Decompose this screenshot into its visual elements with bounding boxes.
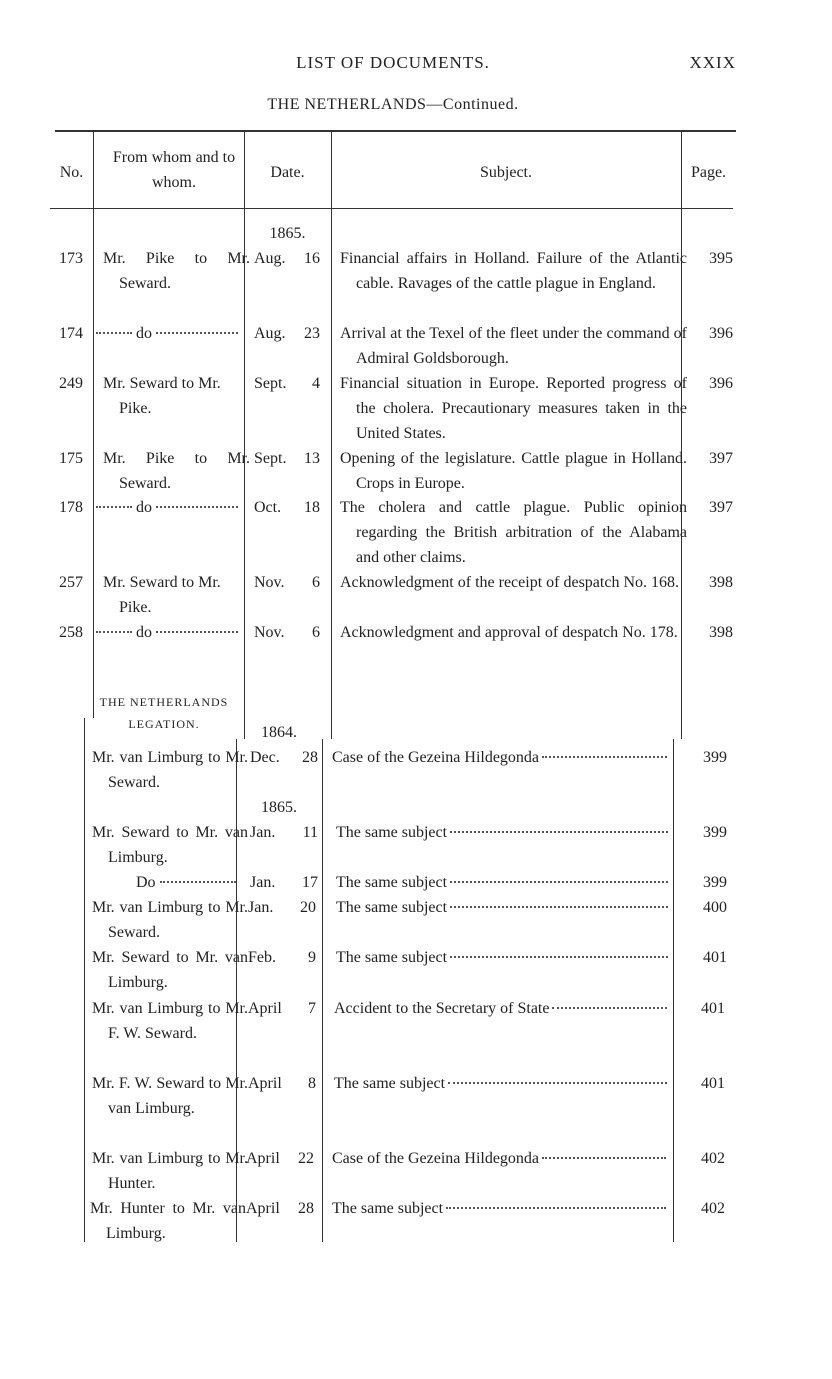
date-month: Nov. <box>254 624 285 641</box>
correspondent: Mr. van Limburg to Mr. F. W. Seward. <box>92 1000 248 1042</box>
column-divider <box>93 132 94 208</box>
legation-heading-line1: THE NETHERLANDS <box>99 695 229 709</box>
correspondent: Mr. Pike to Mr. Seward. <box>103 450 250 492</box>
document-date <box>248 1071 316 1096</box>
subject-text <box>332 745 670 770</box>
document-date <box>250 745 318 770</box>
page-reference: 396 <box>709 375 733 392</box>
subject-text <box>336 895 671 920</box>
page-reference: 397 <box>709 450 733 467</box>
subject-text <box>336 820 671 845</box>
date-month: Feb. <box>248 949 276 966</box>
leader-dots <box>450 956 668 958</box>
ditto-text: do <box>136 325 152 342</box>
document-date <box>254 495 320 520</box>
header-page: Page. <box>690 164 727 181</box>
leader-dots <box>96 332 132 334</box>
correspondent: Mr. Pike to Mr. Seward. <box>103 250 250 292</box>
leader-dots <box>552 1007 667 1009</box>
subject-label: The same subject <box>336 874 448 891</box>
subject-text <box>332 1196 669 1221</box>
document-date <box>254 371 320 396</box>
document-number: 258 <box>59 624 83 641</box>
header-from-to: From whom and to whom. <box>112 149 236 191</box>
date-month: April <box>246 1200 280 1217</box>
header-bottom-rule <box>50 208 733 209</box>
leader-dots <box>96 631 132 633</box>
leader-dots <box>450 831 668 833</box>
leader-dots <box>450 881 668 883</box>
page-reference: 402 <box>701 1150 725 1167</box>
subject-label: The same subject <box>334 1075 446 1092</box>
leader-dots <box>156 631 238 633</box>
subject-label: The same subject <box>336 949 448 966</box>
document-date <box>248 945 316 970</box>
subject-text <box>336 945 671 970</box>
year-label: 1865. <box>269 225 306 242</box>
date-day: 23 <box>304 325 320 342</box>
page-reference: 398 <box>709 624 733 641</box>
date-month: April <box>246 1150 280 1167</box>
subject-text: Acknowledgment and approval of despatch No. 178. <box>340 624 678 641</box>
leader-dots <box>448 1082 667 1084</box>
header-date: Date. <box>270 164 305 181</box>
subject-label: The same subject <box>336 899 448 916</box>
document-date <box>254 446 320 471</box>
subject-text: Acknowledgment of the receipt of despatch No. 168. <box>340 574 680 591</box>
date-month: Jan. <box>250 874 276 891</box>
ditto-text: do <box>136 624 152 641</box>
correspondent: Mr. van Limburg to Mr. Seward. <box>92 749 248 791</box>
header-subject: Subject. <box>480 164 532 181</box>
ditto-text: do <box>136 499 152 516</box>
date-month: Jan. <box>250 824 276 841</box>
correspondent <box>136 870 236 895</box>
leader-dots <box>542 1157 666 1159</box>
leader-dots <box>156 332 238 334</box>
page-reference: 399 <box>703 874 727 891</box>
correspondent: Mr. Hunter to Mr. van Limburg. <box>90 1200 246 1242</box>
page-reference: 401 <box>703 949 727 966</box>
leader-dots <box>156 506 238 508</box>
column-divider <box>322 739 323 1242</box>
date-day: 8 <box>308 1075 316 1092</box>
correspondent: Mr. Seward to Mr. Pike. <box>103 574 221 616</box>
subject-text <box>336 870 671 895</box>
subject-label: The same subject <box>336 824 448 841</box>
page-reference: 400 <box>703 899 727 916</box>
date-day: 9 <box>308 949 316 966</box>
document-date <box>250 820 318 845</box>
leader-dots <box>96 506 132 508</box>
leader-dots <box>450 906 668 908</box>
date-day: 16 <box>304 250 320 267</box>
correspondent: Mr. Seward to Mr. van Limburg. <box>92 949 248 991</box>
correspondent <box>96 495 238 520</box>
subject-label: Case of the Gezeina Hildegonda <box>332 1150 540 1167</box>
subject-text <box>332 1146 669 1171</box>
subject-text: Opening of the legislature. Cattle plague in Holland. Crops in Europe. <box>340 450 687 492</box>
header-no: No. <box>59 164 84 181</box>
document-number: 175 <box>59 450 83 467</box>
page-reference: 401 <box>701 1075 725 1092</box>
document-date <box>254 620 320 645</box>
document-number: 257 <box>59 574 83 591</box>
correspondent <box>96 321 238 346</box>
date-month: Sept. <box>254 450 287 467</box>
subject-text: The cholera and cattle plague. Public opinion regarding the British arbitration of the Alabama and other claims. <box>340 499 687 566</box>
page-reference: 399 <box>703 824 727 841</box>
running-title: LIST OF DOCUMENTS. <box>296 53 490 72</box>
date-month: Jan. <box>248 899 274 916</box>
document-date <box>254 321 320 346</box>
subject-label: The same subject <box>332 1200 444 1217</box>
section-title: THE NETHERLANDS—Continued. <box>267 96 519 113</box>
page-reference: 402 <box>701 1200 725 1217</box>
date-day: 6 <box>312 574 320 591</box>
leader-dots <box>160 881 236 883</box>
document-number: 173 <box>59 250 83 267</box>
year-label: 1865. <box>261 799 297 816</box>
subject-text: Financial situation in Europe. Reported progress of the cholera. Precautionary measures taken in the United States. <box>340 375 687 442</box>
date-day: 17 <box>302 874 318 891</box>
column-divider <box>93 209 94 718</box>
page-reference: 401 <box>701 1000 725 1017</box>
table-top-rule <box>55 130 736 132</box>
document-date <box>250 870 318 895</box>
subject-label: Accident to the Secretary of State <box>334 1000 550 1017</box>
date-month: April <box>248 1075 282 1092</box>
date-day: 20 <box>300 899 316 916</box>
date-day: 28 <box>302 749 318 766</box>
page-reference: 396 <box>709 325 733 342</box>
date-day: 18 <box>304 499 320 516</box>
page-reference: 398 <box>709 574 733 591</box>
date-month: Aug. <box>254 250 286 267</box>
document-number: 249 <box>59 375 83 392</box>
date-month: Dec. <box>250 749 280 766</box>
date-month: Nov. <box>254 574 285 591</box>
correspondent: Mr. van Limburg to Mr. Hunter. <box>92 1150 248 1192</box>
date-day: 4 <box>312 375 320 392</box>
document-date <box>254 570 320 595</box>
page-reference: 395 <box>709 250 733 267</box>
column-divider <box>331 209 332 739</box>
date-day: 6 <box>312 624 320 641</box>
date-day: 13 <box>304 450 320 467</box>
document-number: 174 <box>59 325 83 342</box>
legation-heading-line2: LEGATION. <box>128 717 200 731</box>
page-number: XXIX <box>689 53 736 72</box>
document-date <box>248 895 316 920</box>
page-reference: 397 <box>709 499 733 516</box>
correspondent: Mr. Seward to Mr. Pike. <box>103 375 221 417</box>
subject-text <box>334 996 670 1021</box>
date-month: Oct. <box>254 499 282 516</box>
ditto-text: Do <box>136 874 156 891</box>
date-day: 7 <box>308 1000 316 1017</box>
date-day: 28 <box>298 1200 314 1217</box>
date-day: 11 <box>302 824 318 841</box>
correspondent: Mr. Seward to Mr. van Limburg. <box>92 824 248 866</box>
document-date <box>246 1146 314 1171</box>
subject-label: Case of the Gezeina Hildegonda <box>332 749 540 766</box>
correspondent <box>96 620 238 645</box>
document-date <box>254 246 320 271</box>
date-month: Aug. <box>254 325 286 342</box>
date-month: April <box>248 1000 282 1017</box>
leader-dots <box>542 756 667 758</box>
date-day: 22 <box>298 1150 314 1167</box>
date-month: Sept. <box>254 375 287 392</box>
correspondent: Mr. F. W. Seward to Mr. van Limburg. <box>92 1075 248 1117</box>
subject-text: Financial affairs in Holland. Failure of the Atlantic cable. Ravages of the cattle plague in England. <box>340 250 687 292</box>
document-number: 178 <box>59 499 83 516</box>
subject-text: Arrival at the Texel of the fleet under the command of Admiral Goldsborough. <box>340 325 687 367</box>
page-reference: 399 <box>703 749 727 766</box>
column-divider <box>84 718 85 1242</box>
column-divider <box>673 739 674 1242</box>
correspondent: Mr. van Limburg to Mr. Seward. <box>92 899 248 941</box>
year-label: 1864. <box>261 724 297 741</box>
document-date <box>246 1196 314 1221</box>
subject-text <box>334 1071 670 1096</box>
leader-dots <box>446 1207 666 1209</box>
document-date <box>248 996 316 1021</box>
